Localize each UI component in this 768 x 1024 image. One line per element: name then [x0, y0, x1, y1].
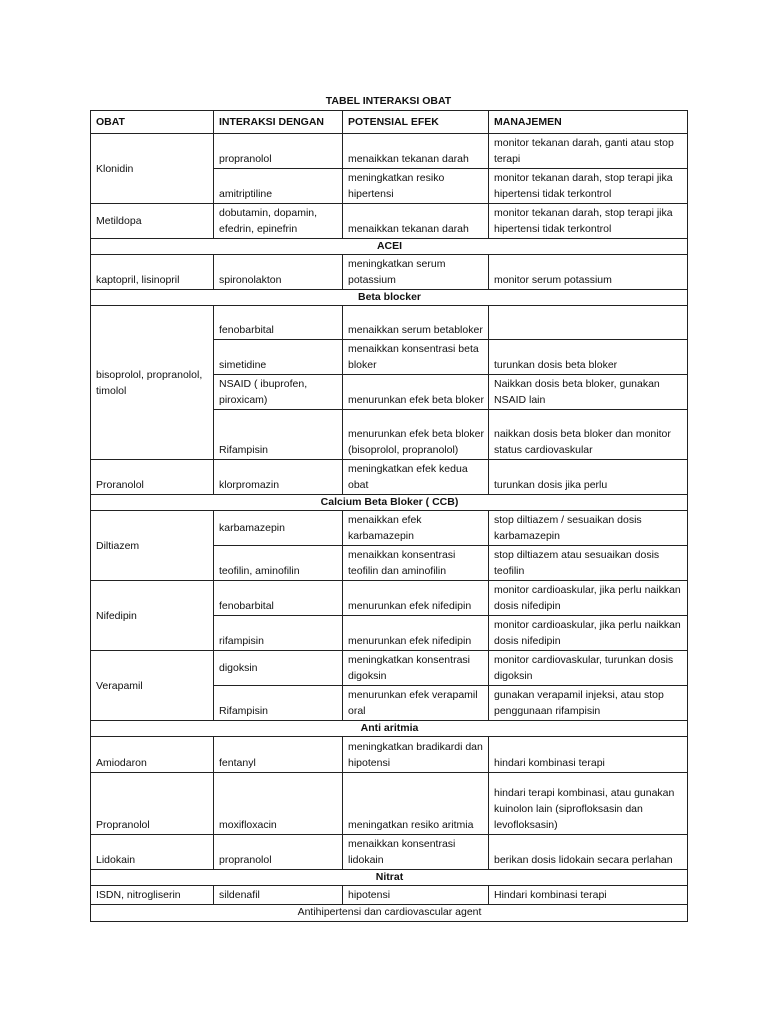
drug-cell: Klonidin [91, 134, 214, 204]
table-row [91, 835, 688, 870]
interaction-cell: Rifampisin [214, 410, 343, 460]
effect-cell: menaikkan konsentrasi beta bloker [343, 340, 489, 375]
effect-cell: menaikkan tekanan darah [343, 134, 489, 169]
section-row [91, 495, 688, 511]
interaction-cell: fentanyl [214, 737, 343, 773]
section-row [91, 290, 688, 306]
management-cell: gunakan verapamil injeksi, atau stop penggunaan rifampisin [489, 686, 688, 721]
management-cell: turunkan dosis beta bloker [489, 340, 688, 375]
section-heading: Calcium Beta Bloker ( CCB) [91, 495, 688, 511]
interaction-cell: moxifloxacin [214, 773, 343, 835]
drug-cell: kaptopril, lisinopril [91, 255, 214, 290]
interaction-cell: digoksin [214, 651, 343, 686]
effect-cell: meningkatkan resiko hipertensi [343, 169, 489, 204]
management-cell: berikan dosis lidokain secara perlahan [489, 835, 688, 870]
header-obat: OBAT [91, 111, 214, 134]
management-cell: naikkan dosis beta bloker dan monitor status cardiovaskular [489, 410, 688, 460]
effect-cell: menurunkan efek beta bloker (bisoprolol, propranolol) [343, 410, 489, 460]
drug-cell: Propranolol [91, 773, 214, 835]
effect-cell: menaikkan konsentrasi lidokain [343, 835, 489, 870]
table-row [91, 773, 688, 835]
interaction-cell: klorpromazin [214, 460, 343, 495]
drug-cell: bisoprolol, propranolol, timolol [91, 306, 214, 460]
interaction-cell: teofilin, aminofilin [214, 546, 343, 581]
table-row [91, 511, 688, 546]
interaction-cell: propranolol [214, 134, 343, 169]
interaction-cell: spironolakton [214, 255, 343, 290]
table-title: TABEL INTERAKSI OBAT [325, 95, 452, 107]
management-cell: monitor tekanan darah, ganti atau stop terapi [489, 134, 688, 169]
interaction-cell: sildenafil [214, 886, 343, 905]
interaction-cell: fenobarbital [214, 306, 343, 340]
effect-cell: menurunkan efek beta bloker [343, 375, 489, 410]
management-cell [489, 306, 688, 340]
management-cell: monitor tekanan darah, stop terapi jika hipertensi tidak terkontrol [489, 204, 688, 239]
management-cell: stop diltiazem / sesuaikan dosis karbamazepin [489, 511, 688, 546]
section-row [91, 721, 688, 737]
table-row [91, 581, 688, 616]
effect-cell: meningkatkan efek kedua obat [343, 460, 489, 495]
table-row [91, 737, 688, 773]
management-cell: hindari kombinasi terapi [489, 737, 688, 773]
effect-cell: meningkatkan serum potassium [343, 255, 489, 290]
interaction-cell: amitriptiline [214, 169, 343, 204]
section-row [91, 870, 688, 886]
management-cell: hindari terapi kombinasi, atau gunakan kuinolon lain (siprofloksasin dan levofloksasin) [489, 773, 688, 835]
interaction-cell: simetidine [214, 340, 343, 375]
management-cell: stop diltiazem atau sesuaikan dosis teofilin [489, 546, 688, 581]
drug-cell: Lidokain [91, 835, 214, 870]
table-row [91, 204, 688, 239]
interaction-cell: dobutamin, dopamin, efedrin, epinefrin [214, 204, 343, 239]
header-efek: POTENSIAL EFEK [343, 111, 489, 134]
drug-cell: Verapamil [91, 651, 214, 721]
drug-cell: Nifedipin [91, 581, 214, 651]
effect-cell: meningatkan resiko aritmia [343, 773, 489, 835]
table-row [91, 255, 688, 290]
management-cell: monitor cardiovaskular, turunkan dosis digoksin [489, 651, 688, 686]
section-row [91, 239, 688, 255]
effect-cell: meningkatkan bradikardi dan hipotensi [343, 737, 489, 773]
table-row [91, 460, 688, 495]
section-heading: Nitrat [91, 870, 688, 886]
section-heading: ACEI [91, 239, 688, 255]
management-cell: Naikkan dosis beta bloker, gunakan NSAID lain [489, 375, 688, 410]
footer-row [91, 905, 688, 922]
interaction-cell: fenobarbital [214, 581, 343, 616]
interaction-cell: propranolol [214, 835, 343, 870]
drug-cell: Metildopa [91, 204, 214, 239]
document-page [90, 93, 687, 922]
interaction-cell: rifampisin [214, 616, 343, 651]
header-row [91, 111, 688, 134]
effect-cell: menurunkan efek nifedipin [343, 616, 489, 651]
drug-cell: Amiodaron [91, 737, 214, 773]
interaction-cell: karbamazepin [214, 511, 343, 546]
table-row [91, 651, 688, 686]
effect-cell: menaikkan konsentrasi teofilin dan aminofilin [343, 546, 489, 581]
management-cell: monitor cardioaskular, jika perlu naikkan dosis nifedipin [489, 581, 688, 616]
effect-cell: menurunkan efek nifedipin [343, 581, 489, 616]
header-interaksi: INTERAKSI DENGAN [214, 111, 343, 134]
effect-cell: menaikkan serum betabloker [343, 306, 489, 340]
management-cell: monitor tekanan darah, stop terapi jika hipertensi tidak terkontrol [489, 169, 688, 204]
drug-cell: ISDN, nitrogliserin [91, 886, 214, 905]
interaction-cell: NSAID ( ibuprofen, piroxicam) [214, 375, 343, 410]
management-cell: monitor serum potassium [489, 255, 688, 290]
effect-cell: menaikkan efek karbamazepin [343, 511, 489, 546]
effect-cell: menaikkan tekanan darah [343, 204, 489, 239]
management-cell: turunkan dosis jika perlu [489, 460, 688, 495]
table-row [91, 886, 688, 905]
drug-interaction-table [90, 110, 688, 922]
management-cell: Hindari kombinasi terapi [489, 886, 688, 905]
table-caption: Antihipertensi dan cardiovascular agent [91, 905, 688, 922]
header-manajemen: MANAJEMEN [489, 111, 688, 134]
section-heading: Anti aritmia [91, 721, 688, 737]
effect-cell: meningkatkan konsentrasi digoksin [343, 651, 489, 686]
section-heading: Beta blocker [91, 290, 688, 306]
effect-cell: menurunkan efek verapamil oral [343, 686, 489, 721]
drug-cell: Diltiazem [91, 511, 214, 581]
interaction-cell: Rifampisin [214, 686, 343, 721]
table-row [91, 134, 688, 169]
effect-cell: hipotensi [343, 886, 489, 905]
drug-cell: Proranolol [91, 460, 214, 495]
table-row [91, 306, 688, 340]
management-cell: monitor cardioaskular, jika perlu naikkan dosis nifedipin [489, 616, 688, 651]
